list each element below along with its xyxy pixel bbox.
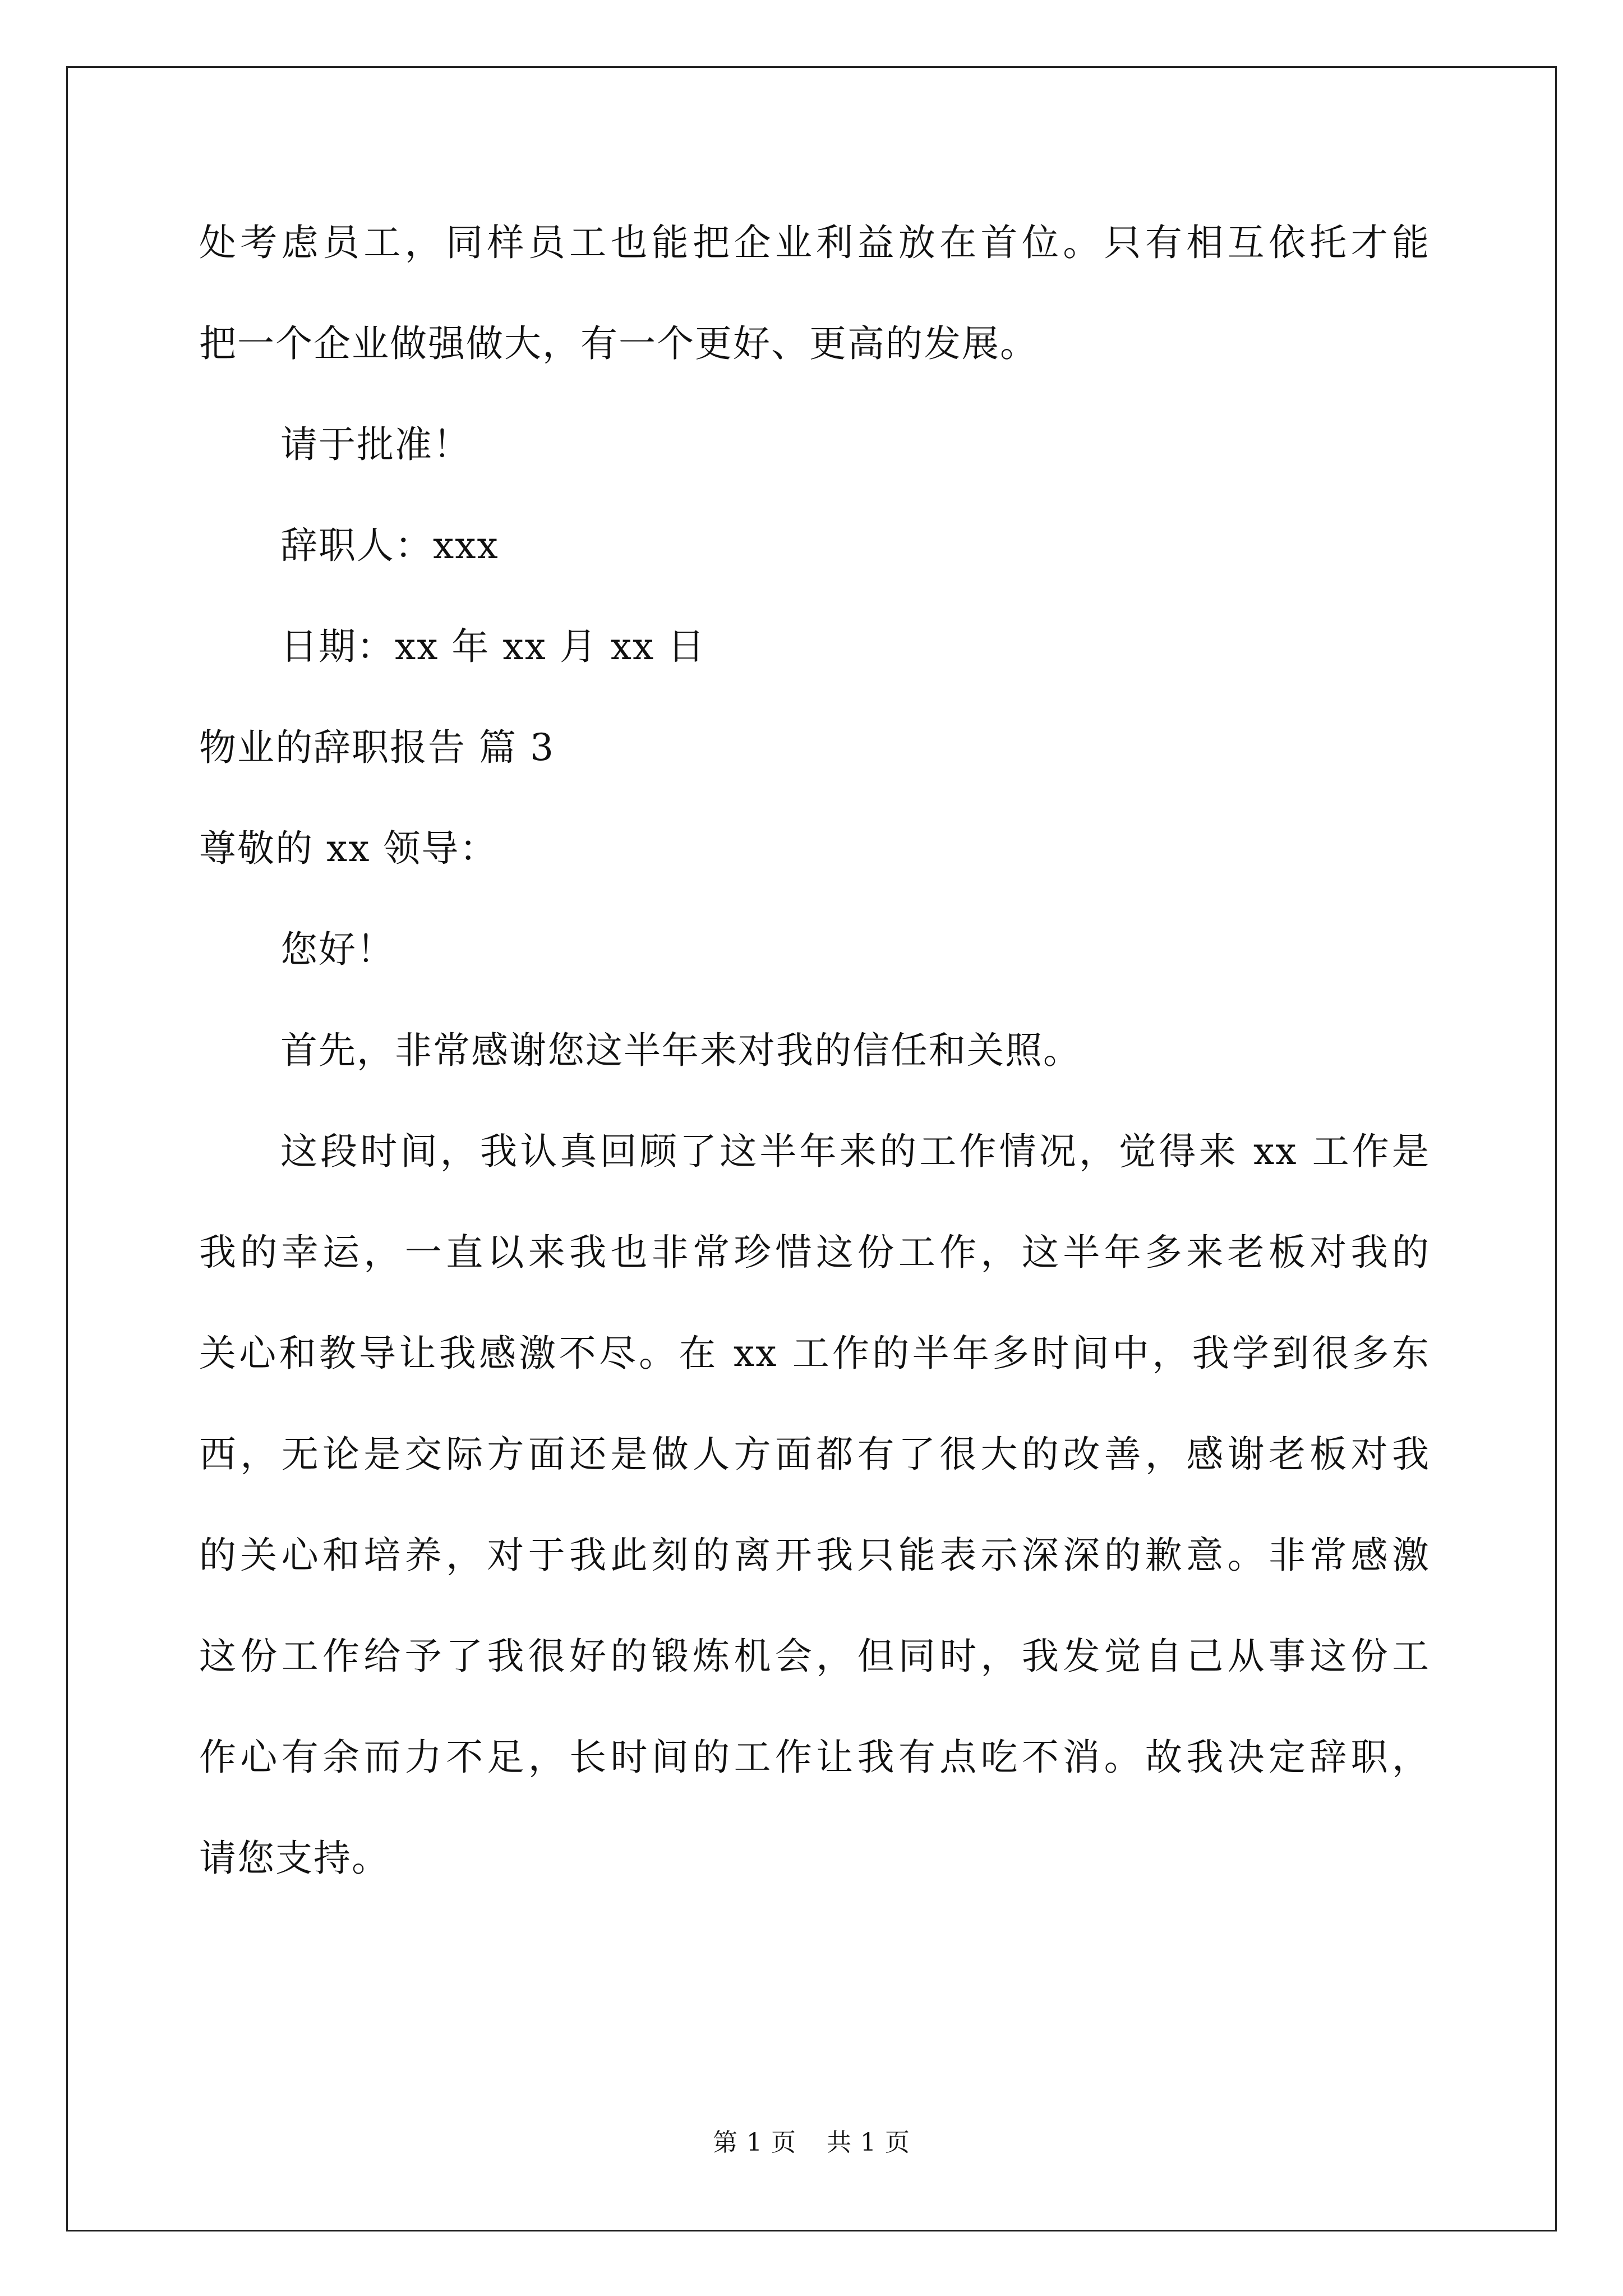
page-footer	[0, 2129, 1623, 2157]
paragraph-line: 处考虑员工，同样员工也能把企业利益放在首位。只有相互依托才能	[199, 221, 1430, 264]
paragraph-line: 这份工作给予了我很好的锻炼机会，但同时，我发觉自己从事这份工	[199, 1635, 1430, 1678]
paragraph-line: 的关心和培养，对于我此刻的离开我只能表示深深的歉意。非常感激	[199, 1534, 1430, 1577]
paragraph-line: 首先，非常感谢您这半年来对我的信任和关照。	[280, 1029, 1081, 1072]
resigner-signature: 辞职人：xxx	[280, 524, 499, 567]
date-line: 日期：xx 年 xx 月 xx 日	[280, 625, 706, 668]
paragraph-line: 西，无论是交际方面还是做人方面都有了很大的改善，感谢老板对我	[199, 1433, 1430, 1476]
approval-request: 请于批准！	[280, 423, 471, 466]
paragraph-line: 这段时间，我认真回顾了这半年来的工作情况，觉得来 xx 工作是	[280, 1130, 1430, 1173]
paragraph-line: 作心有余而力不足，长时间的工作让我有点吃不消。故我决定辞职，	[199, 1736, 1430, 1779]
paragraph-line: 请您支持。	[199, 1837, 390, 1880]
salutation: 尊敬的 xx 领导：	[199, 827, 498, 870]
section-heading: 物业的辞职报告 篇 3	[199, 726, 555, 769]
page-number-current: 第 1 页	[713, 2128, 796, 2157]
paragraph-line: 关心和教导让我感激不尽。在 xx 工作的半年多时间中，我学到很多东	[199, 1332, 1430, 1375]
paragraph-line: 把一个企业做强做大，有一个更好、更高的发展。	[199, 322, 1038, 365]
page-number-total: 共 1 页	[827, 2128, 910, 2157]
greeting: 您好！	[280, 928, 395, 971]
paragraph-line: 我的幸运，一直以来我也非常珍惜这份工作，这半年多来老板对我的	[199, 1231, 1430, 1274]
document-body	[199, 223, 1430, 1940]
